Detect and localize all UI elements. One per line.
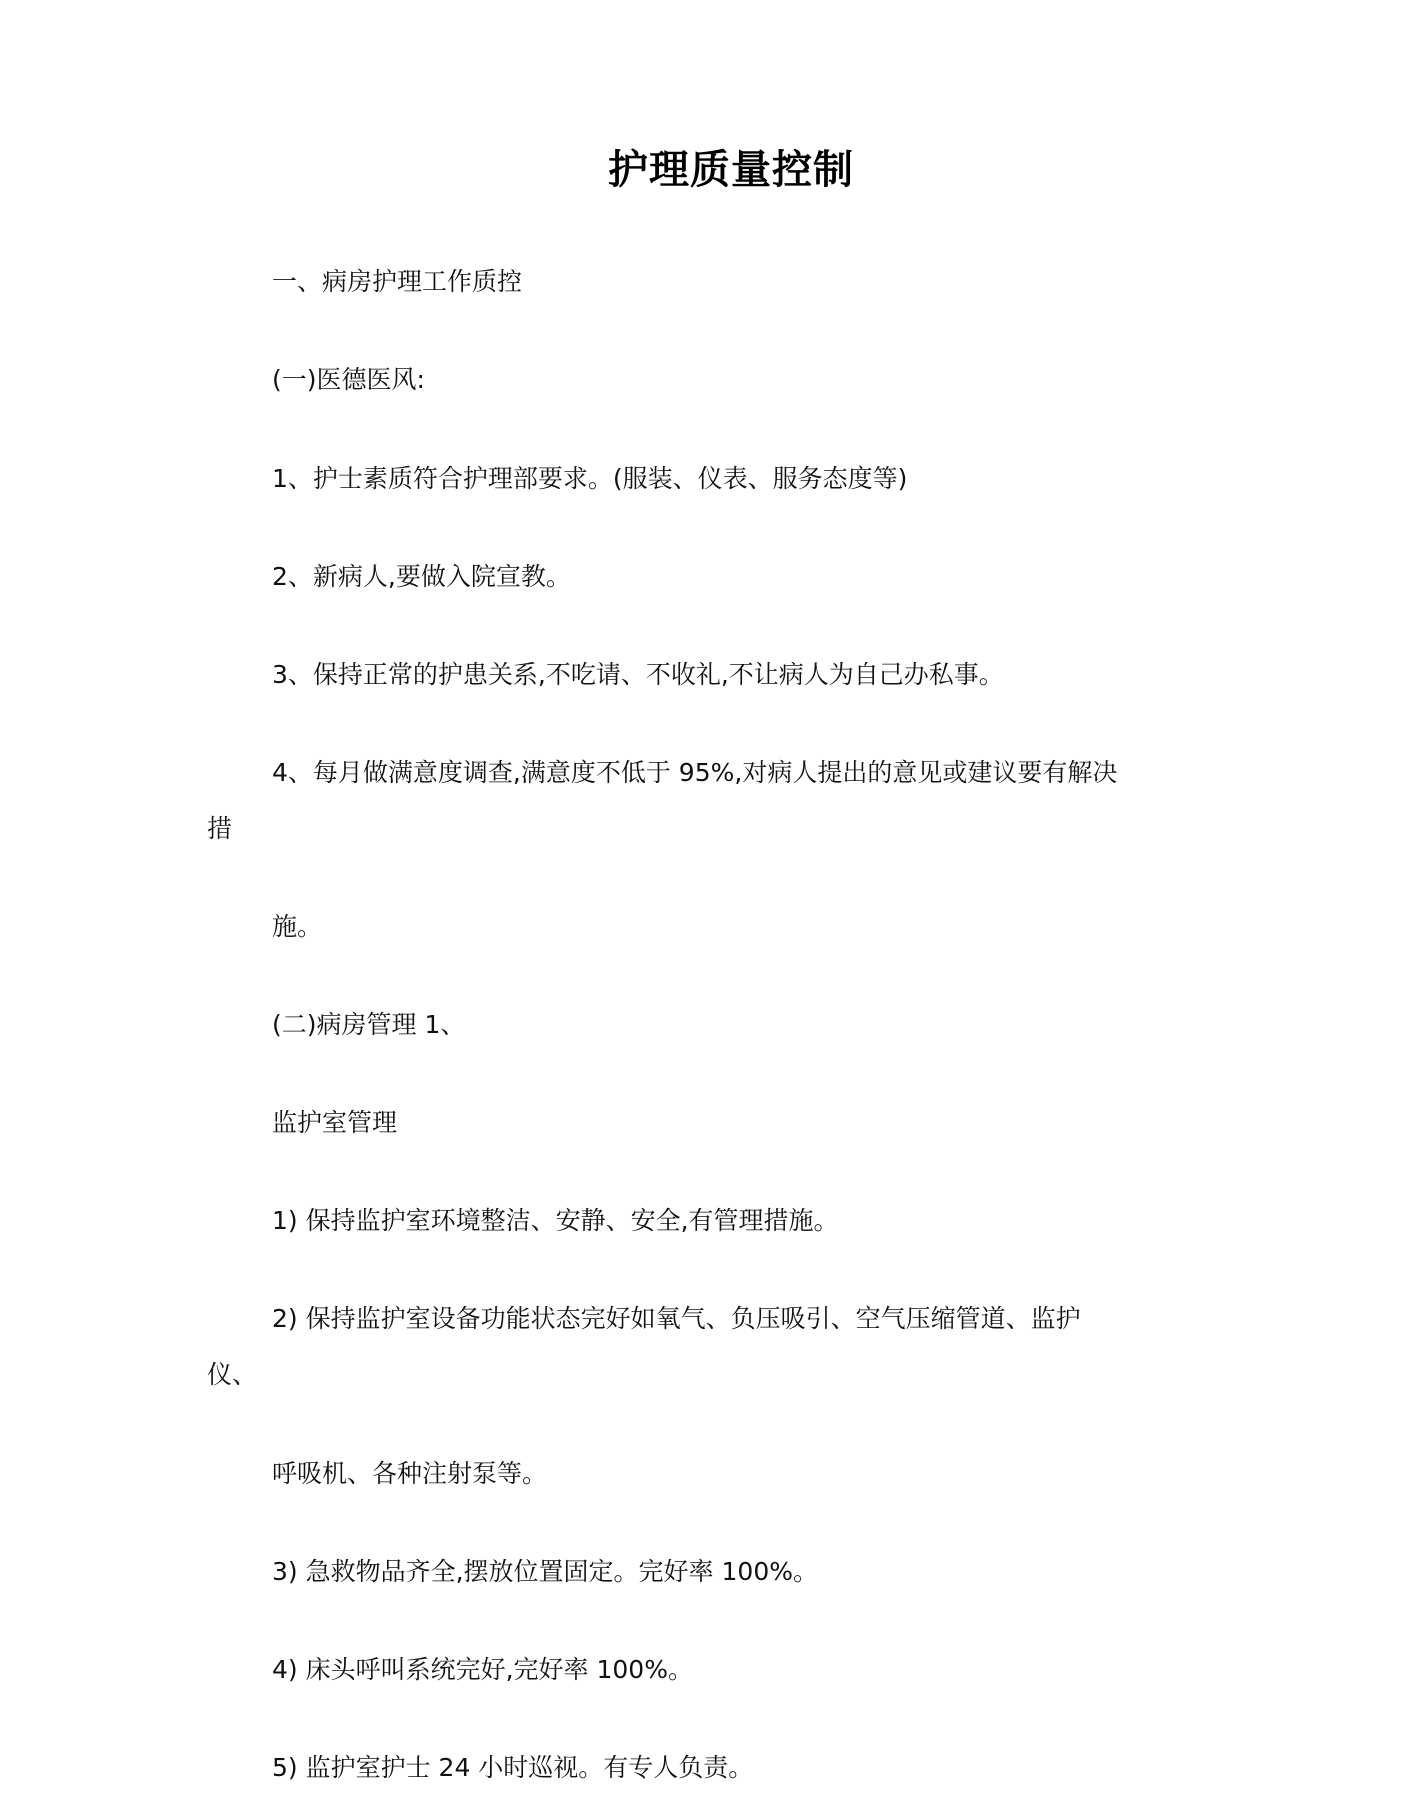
paragraph-line: 1、护士素质符合护理部要求。(服装、仪表、服务态度等): [272, 464, 908, 493]
document-title: 护理质量控制: [608, 147, 854, 193]
paragraph-line: 5) 监护室护士 24 小时巡视。有专人负责。: [272, 1753, 754, 1782]
paragraph-line: 2、新病人,要做入院宣教。: [272, 562, 571, 591]
paragraph-line: 监护室管理: [272, 1108, 398, 1137]
paragraph-line: 4) 床头呼叫系统完好,完好率 100%。: [272, 1655, 693, 1684]
subsection-heading: (二)病房管理 1、: [272, 1010, 466, 1039]
paragraph-continuation: 仪、: [207, 1360, 258, 1389]
paragraph-line: 1) 保持监护室环境整洁、安静、安全,有管理措施。: [272, 1206, 839, 1235]
paragraph-continuation: 措: [207, 814, 233, 843]
paragraph-line: 2) 保持监护室设备功能状态完好如氧气、负压吸引、空气压缩管道、监护: [272, 1304, 1081, 1333]
paragraph-line: 呼吸机、各种注射泵等。: [272, 1459, 548, 1488]
section-heading: 一、病房护理工作质控: [272, 267, 523, 296]
paragraph-line: 3、保持正常的护患关系,不吃请、不收礼,不让病人为自己办私事。: [272, 660, 1004, 689]
paragraph-line: 4、每月做满意度调查,满意度不低于 95%,对病人提出的意见或建议要有解决: [272, 758, 1118, 787]
paragraph-line: 施。: [272, 912, 323, 941]
paragraph-line: 3) 急救物品齐全,摆放位置固定。完好率 100%。: [272, 1557, 818, 1586]
subsection-heading: (一)医德医风:: [272, 365, 425, 394]
